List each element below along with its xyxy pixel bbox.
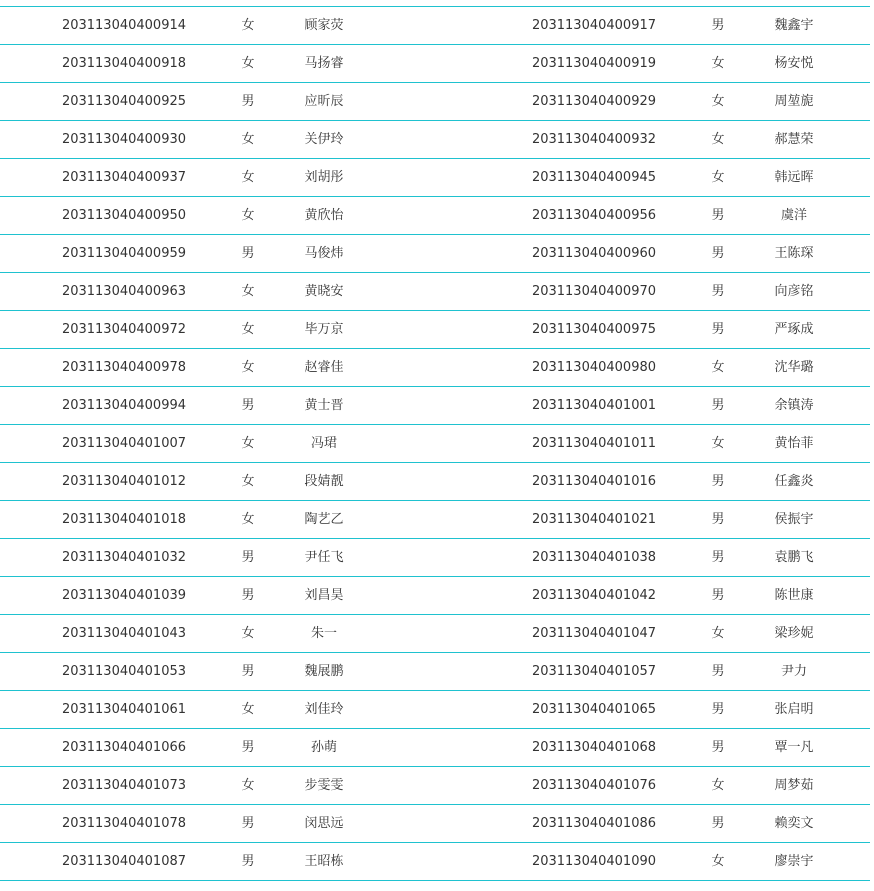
student-name-cell: [288, 0, 360, 6]
student-id-cell: 203113040401038: [531, 550, 657, 565]
student-name-cell: 沈华璐: [774, 360, 814, 375]
gender-cell: 女: [711, 436, 725, 451]
student-name-cell: 冯珺: [310, 436, 337, 451]
student-id-cell: 203113040401016: [531, 474, 657, 489]
table-row: [0, 653, 870, 691]
student-id-cell: 203113040401068: [531, 740, 657, 755]
table-row: [0, 7, 870, 45]
table-row: [0, 311, 870, 349]
student-id-cell: 203113040400930: [61, 132, 187, 147]
student-id-cell: 203113040401011: [531, 436, 657, 451]
gender-cell: 女: [711, 132, 725, 147]
table-row: [0, 463, 870, 501]
student-id-cell: 203113040401065: [531, 702, 657, 717]
gender-cell: 女: [241, 284, 255, 299]
student-id-cell: 203113040401087: [61, 854, 187, 869]
gender-cell: 女: [241, 626, 255, 641]
student-name-cell: 顾家荧: [304, 18, 344, 33]
student-name-cell: 韩远晖: [774, 170, 814, 185]
gender-cell: 女: [241, 436, 255, 451]
table-row: [0, 387, 870, 425]
student-id-cell: 203113040401078: [61, 816, 187, 831]
student-name-cell: 刘胡彤: [304, 170, 344, 185]
student-id-cell: 203113040401043: [61, 626, 187, 641]
table-row: [0, 273, 870, 311]
student-id-cell: 203113040401073: [61, 778, 187, 793]
student-id-cell: 203113040400956: [531, 208, 657, 223]
student-id-cell: 203113040401053: [61, 664, 187, 679]
gender-cell: 男: [711, 284, 725, 299]
student-id-cell: 203113040401039: [61, 588, 187, 603]
student-id-cell: 203113040400975: [531, 322, 657, 337]
student-name-cell: 梁珍妮: [774, 626, 814, 641]
student-name-cell: [758, 0, 830, 6]
table-row: [0, 729, 870, 767]
student-id-cell: 203113040400963: [61, 284, 187, 299]
gender-cell: 男: [711, 664, 725, 679]
gender-cell: 男: [711, 588, 725, 603]
student-id-cell: 203113040401018: [61, 512, 187, 527]
student-name-cell: 刘昌昊: [304, 588, 344, 603]
table-row: [0, 235, 870, 273]
student-id-cell: 203113040400972: [61, 322, 187, 337]
gender-cell: 女: [241, 322, 255, 337]
table-row: [0, 159, 870, 197]
student-id-cell: 203113040401021: [531, 512, 657, 527]
gender-cell: 女: [241, 208, 255, 223]
student-id-cell: 203113040400914: [61, 18, 187, 33]
student-name-cell: 尹任飞: [304, 550, 344, 565]
student-id-cell: 203113040401086: [531, 816, 657, 831]
table-row: [0, 0, 870, 7]
student-id-cell: [518, 0, 670, 6]
student-id-cell: 203113040400937: [61, 170, 187, 185]
student-id-cell: 203113040401007: [61, 436, 187, 451]
gender-cell: 男: [241, 854, 255, 869]
student-name-cell: 毕万京: [304, 322, 344, 337]
student-id-cell: 203113040400945: [531, 170, 657, 185]
student-id-cell: 203113040400959: [61, 246, 187, 261]
student-name-cell: 任鑫炎: [774, 474, 814, 489]
gender-cell: 女: [241, 360, 255, 375]
student-id-cell: 203113040400917: [531, 18, 657, 33]
gender-cell: 女: [241, 56, 255, 71]
table-row: [0, 349, 870, 387]
student-name-cell: 向彦铭: [774, 284, 814, 299]
student-id-cell: 203113040401001: [531, 398, 657, 413]
table-row: [0, 83, 870, 121]
student-name-cell: 尹力: [780, 664, 807, 679]
student-id-cell: 203113040400929: [531, 94, 657, 109]
gender-cell: 男: [711, 246, 725, 261]
student-id-cell: 203113040401042: [531, 588, 657, 603]
gender-cell: 男: [241, 94, 255, 109]
student-id-cell: 203113040400960: [531, 246, 657, 261]
student-id-cell: 203113040401076: [531, 778, 657, 793]
student-name-cell: 黄欣怡: [304, 208, 344, 223]
gender-cell: 女: [241, 512, 255, 527]
student-id-cell: 203113040400980: [531, 360, 657, 375]
gender-cell: 男: [241, 550, 255, 565]
table-row: [0, 805, 870, 843]
student-name-cell: 应昕辰: [304, 94, 344, 109]
student-id-cell: 203113040400994: [61, 398, 187, 413]
gender-cell: 女: [241, 18, 255, 33]
gender-cell: 男: [711, 474, 725, 489]
student-id-cell: 203113040401061: [61, 702, 187, 717]
table-row: [0, 843, 870, 881]
gender-cell: 女: [711, 94, 725, 109]
gender-cell: 男: [241, 246, 255, 261]
gender-cell: 女: [241, 702, 255, 717]
student-name-cell: 马扬睿: [304, 56, 344, 71]
student-id-cell: 203113040401032: [61, 550, 187, 565]
gender-cell: 女: [241, 474, 255, 489]
student-id-cell: 203113040400925: [61, 94, 187, 109]
gender-cell: 男: [711, 512, 725, 527]
student-name-cell: 步雯雯: [304, 778, 344, 793]
student-id-cell: 203113040401066: [61, 740, 187, 755]
student-name-cell: 赵睿佳: [304, 360, 344, 375]
gender-cell: 女: [711, 854, 725, 869]
gender-cell: 女: [241, 778, 255, 793]
student-name-cell: 赖奕文: [774, 816, 814, 831]
gender-cell: 男: [711, 18, 725, 33]
gender-cell: 男: [711, 816, 725, 831]
gender-cell: 女: [241, 132, 255, 147]
student-name-cell: 张启明: [774, 702, 814, 717]
gender-cell: 女: [241, 170, 255, 185]
student-id-cell: 203113040400970: [531, 284, 657, 299]
gender-cell: 女: [711, 778, 725, 793]
student-id-cell: 203113040401047: [531, 626, 657, 641]
gender-cell: 男: [711, 322, 725, 337]
student-name-cell: 马俊炜: [304, 246, 344, 261]
student-name-cell: 杨安悦: [774, 56, 814, 71]
gender-cell: 女: [711, 170, 725, 185]
student-name-cell: 王昭栋: [304, 854, 344, 869]
student-name-cell: 虞洋: [780, 208, 807, 223]
student-id-cell: 203113040401090: [531, 854, 657, 869]
student-name-cell: 刘佳玲: [304, 702, 344, 717]
table-row: [0, 691, 870, 729]
student-name-cell: 周梦茹: [774, 778, 814, 793]
student-id-cell: 203113040401012: [61, 474, 187, 489]
student-name-cell: 廖崇宇: [774, 854, 814, 869]
table-row: [0, 577, 870, 615]
student-name-cell: 魏鑫宇: [774, 18, 814, 33]
student-name-cell: 侯振宇: [774, 512, 814, 527]
gender-cell: 男: [241, 740, 255, 755]
gender-cell: 男: [711, 740, 725, 755]
table-row: [0, 425, 870, 463]
gender-cell: 男: [711, 702, 725, 717]
gender-cell: [702, 0, 734, 6]
student-name-cell: 魏展鹏: [304, 664, 344, 679]
student-id-cell: 203113040400932: [531, 132, 657, 147]
student-id-cell: [48, 0, 200, 6]
student-id-cell: 203113040400950: [61, 208, 187, 223]
table-row: [0, 197, 870, 235]
table-row: [0, 501, 870, 539]
student-name-cell: 段婧靓: [304, 474, 344, 489]
gender-cell: 男: [711, 550, 725, 565]
table-row: [0, 121, 870, 159]
student-name-cell: 黄士晋: [304, 398, 344, 413]
student-name-cell: 严琢成: [774, 322, 814, 337]
table-row: [0, 539, 870, 577]
gender-cell: 男: [241, 816, 255, 831]
gender-cell: 男: [241, 588, 255, 603]
student-name-cell: 余镇涛: [774, 398, 814, 413]
table-row: [0, 615, 870, 653]
table-row: [0, 45, 870, 83]
student-name-cell: 袁鹏飞: [774, 550, 814, 565]
gender-cell: 男: [241, 398, 255, 413]
student-name-cell: 郝慧荣: [774, 132, 814, 147]
student-name-cell: 王陈琛: [774, 246, 814, 261]
student-name-cell: 关伊玲: [304, 132, 344, 147]
student-name-cell: 朱一: [310, 626, 337, 641]
gender-cell: 女: [711, 360, 725, 375]
student-name-cell: 陈世康: [774, 588, 814, 603]
table-row: [0, 767, 870, 805]
gender-cell: 女: [711, 626, 725, 641]
student-id-cell: 203113040400978: [61, 360, 187, 375]
student-id-cell: 203113040401057: [531, 664, 657, 679]
student-id-cell: 203113040400919: [531, 56, 657, 71]
gender-cell: 男: [711, 208, 725, 223]
student-id-cell: 203113040400918: [61, 56, 187, 71]
student-name-cell: 覃一凡: [774, 740, 814, 755]
student-name-cell: 黄晓安: [304, 284, 344, 299]
student-name-cell: 孙萌: [310, 740, 337, 755]
student-name-cell: 陶艺乙: [304, 512, 344, 527]
student-name-cell: 闵思远: [304, 816, 344, 831]
student-name-cell: 黄怡菲: [774, 436, 814, 451]
student-name-cell: 周堃旎: [774, 94, 814, 109]
gender-cell: 男: [241, 664, 255, 679]
gender-cell: [232, 0, 264, 6]
gender-cell: 女: [711, 56, 725, 71]
gender-cell: 男: [711, 398, 725, 413]
